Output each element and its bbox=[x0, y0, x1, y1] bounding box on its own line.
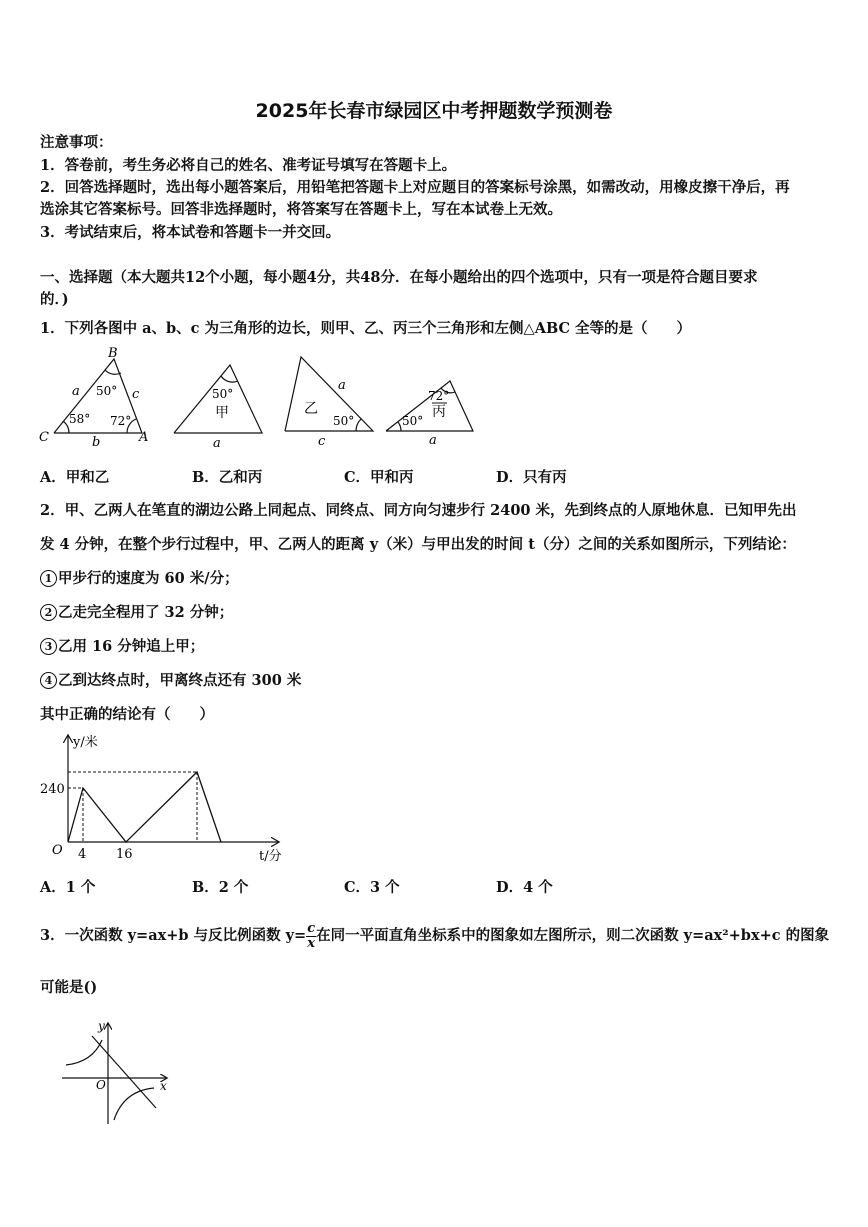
q3-function-graph bbox=[56, 1016, 176, 1128]
label-b-vertex: B bbox=[108, 346, 118, 361]
graph-xlabel: t/分 bbox=[259, 849, 282, 864]
bing-angle-50: 50° bbox=[402, 414, 424, 428]
yi-side-c: c bbox=[318, 434, 326, 449]
fraction-c-over-x: $\frac{c}{x}$ bbox=[307, 920, 316, 951]
label-side-a: a bbox=[72, 384, 80, 399]
label-a-vertex: A bbox=[139, 430, 149, 445]
graph-tick-4: 4 bbox=[78, 847, 87, 862]
q2-ask: 其中正确的结论有（ ） bbox=[40, 706, 214, 723]
hyperbola-branch-upper bbox=[66, 1040, 102, 1065]
graph-tick-16: 16 bbox=[116, 847, 133, 862]
circled-number: 2 bbox=[40, 604, 57, 621]
q3-stem: 3．一次函数 y=ax+b 与反比例函数 y= $\frac{c}{x}$ 在同一平面直角坐标系中的图象如左图所示，则二次函数 y=ax²+bx+c 的图象 bbox=[40, 920, 830, 951]
q1-triangles-figure bbox=[36, 343, 486, 453]
q3-label-origin: O bbox=[96, 1078, 106, 1092]
bing-angle-72: 72° bbox=[428, 389, 450, 403]
graph-origin: O bbox=[52, 843, 63, 858]
q2-conclusion-2: 2 乙走完全程用了 32 分钟； bbox=[40, 603, 233, 623]
q2-option-c[interactable]: C．3 个 bbox=[344, 879, 400, 896]
abc-angle-a: 72° bbox=[110, 414, 132, 428]
q3-label-x: x bbox=[160, 1079, 167, 1093]
notice-item-2: 2．回答选择题时，选出每小题答案后，用铅笔把答题卡上对应题目的答案标号涂黑，如需改动，用橡皮擦干净后，再 bbox=[40, 179, 790, 196]
hyperbola-branch-lower bbox=[114, 1088, 154, 1120]
q1-stem: 1．下列各图中 a、b、c 为三角形的边长，则甲、乙、丙三个三角形和左侧△ABC 全等的是（ ） bbox=[40, 320, 692, 337]
jia-label: 甲 bbox=[215, 405, 229, 421]
q2-option-a[interactable]: A．1 个 bbox=[40, 879, 96, 896]
section-heading-cont: 的．) bbox=[40, 291, 69, 308]
graph-ylabel: y/米 bbox=[73, 735, 98, 750]
label-c-vertex: C bbox=[39, 430, 49, 445]
notice-item-3: 3．考试结束后，将本试卷和答题卡一并交回。 bbox=[40, 224, 341, 241]
notice-item-2-cont: 选涂其它答案标号。回答非选择题时，将答案写在答题卡上，写在本试卷上无效。 bbox=[40, 201, 562, 218]
q2-conclusion-3: 3 乙用 16 分钟追上甲； bbox=[40, 637, 204, 657]
q3-label-y: y bbox=[98, 1019, 105, 1033]
circled-number: 4 bbox=[40, 672, 57, 689]
q1-option-a[interactable]: A．甲和乙 bbox=[40, 469, 110, 486]
linear-function-line bbox=[92, 1036, 156, 1108]
q1-option-c[interactable]: C．甲和丙 bbox=[344, 469, 414, 486]
abc-angle-c: 58° bbox=[69, 412, 91, 426]
jia-angle: 50° bbox=[212, 387, 234, 401]
circled-number: 3 bbox=[40, 638, 57, 655]
q1-option-b[interactable]: B．乙和丙 bbox=[192, 469, 263, 486]
q3-stem-cont: 可能是() bbox=[40, 979, 98, 996]
bing-side-a: a bbox=[429, 433, 437, 448]
yi-label: 乙 bbox=[304, 401, 318, 417]
abc-angle-b: 50° bbox=[96, 384, 118, 398]
distance-line bbox=[68, 772, 221, 842]
graph-tick-240: 240 bbox=[40, 782, 65, 797]
notice-heading: 注意事项： bbox=[40, 134, 113, 151]
q2-stem-2: 发 4 分钟，在整个步行过程中，甲、乙两人的距离 y（米）与甲出发的时间 t（分）之间的关系如图所示，下列结论： bbox=[40, 536, 796, 553]
q2-option-b[interactable]: B．2 个 bbox=[192, 879, 249, 896]
circled-number: 1 bbox=[40, 570, 57, 587]
label-side-c: c bbox=[132, 387, 140, 402]
page-title: 2025年长春市绿园区中考押题数学预测卷 bbox=[255, 100, 613, 122]
q1-option-d[interactable]: D．只有丙 bbox=[496, 469, 567, 486]
notice-item-1: 1．答卷前，考生务必将自己的姓名、准考证号填写在答题卡上。 bbox=[40, 157, 457, 174]
bing-label: 丙 bbox=[432, 404, 446, 420]
q2-conclusion-1: 1 甲步行的速度为 60 米/分； bbox=[40, 569, 239, 589]
yi-angle: 50° bbox=[333, 414, 355, 428]
yi-side-a: a bbox=[338, 378, 346, 393]
label-side-b: b bbox=[92, 435, 101, 450]
q2-option-d[interactable]: D．4 个 bbox=[496, 879, 553, 896]
triangle-yi bbox=[285, 357, 373, 431]
section-heading: 一、选择题（本大题共12个小题，每小题4分，共48分．在每小题给出的四个选项中，只有一项是符合题目要求 bbox=[40, 269, 758, 286]
q2-conclusion-4: 4 乙到达终点时，甲离终点还有 300 米 bbox=[40, 671, 301, 691]
q2-distance-graph bbox=[36, 730, 296, 865]
q2-stem-1: 2．甲、乙两人在笔直的湖边公路上同起点、同终点、同方向匀速步行 2400 米，先到终点的人原地休息．已知甲先出 bbox=[40, 502, 797, 519]
jia-side-a: a bbox=[213, 436, 221, 451]
